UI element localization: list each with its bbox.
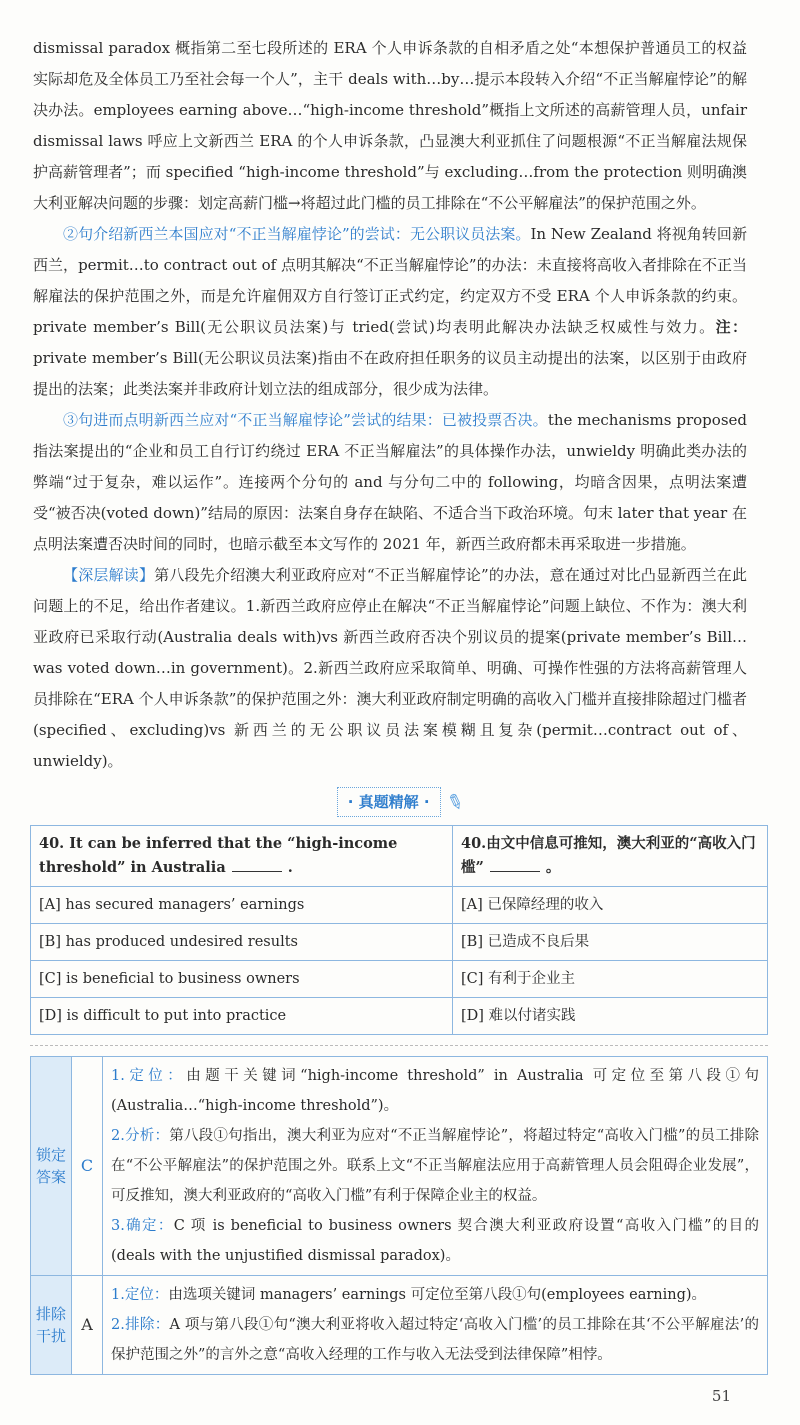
pen-icon: ✎ (442, 787, 467, 817)
option-row (31, 924, 768, 961)
page-number: 51 (711, 1387, 731, 1405)
paragraph-3 (33, 405, 747, 560)
distractor-letter: A (72, 1276, 103, 1375)
answer-label: 锁定答案 (31, 1057, 72, 1276)
sentence3-body: the mechanisms proposed 指法案提出的“企业和员工自行订约绕过 ERA 不正当解雇法”的具体操作办法，unwieldy 明确此类办法的弊端“过于复杂，难以运作”。连接两个分句的 and 与分句二中的 following，均暗含因果，点明法案遭受“被否决(voted down)”结局的原因：法案自身存在缺陷、不适合当下政治环境。句末 later that year 在点明法案遭否决时间的同时，也暗示截至本文写作的 2021 年，新西兰政府都未再采取进一步措施。 (33, 411, 747, 553)
option-c-zh: [C] 有利于企业主 (453, 961, 768, 998)
note-body: private member’s Bill(无公职议员法案)指由不在政府担任职务的议员主动提出的法案，以区别于由政府提出的法案；此类法案并非政府计划立法的组成部分，很少成为法律。 (33, 349, 747, 398)
sentence3-lead: ③句进而点明新西兰应对“不正当解雇悖论”尝试的结果：已被投票否决。 (63, 411, 548, 429)
note-label: 注： (715, 318, 747, 336)
option-d-en: [D] is difficult to put into practice (31, 998, 453, 1035)
answer-letter: C (72, 1057, 103, 1276)
option-d-zh: [D] 难以付诸实践 (453, 998, 768, 1035)
distractor-explanation: 1.定位：由选项关键词 managers’ earnings 可定位至第八段①句(employees earning)。 2.排除：A 项与第八段①句“澳大利亚将收入超过特定‘高收入门槛’的员工排除在其‘不公平解雇法’的保护范围之外”的言外之意“高收入经理的工作与收入无法受到法律保障”相悖。 (103, 1276, 768, 1375)
option-row (31, 998, 768, 1035)
option-b-zh: [B] 已造成不良后果 (453, 924, 768, 961)
section-title-row (33, 787, 767, 817)
divider (30, 1045, 768, 1046)
question-stem-row (31, 826, 768, 887)
answer-table (30, 1056, 768, 1375)
sentence2-lead: ②句介绍新西兰本国应对“不正当解雇悖论”的尝试：无公职议员法案。 (63, 225, 531, 243)
option-row (31, 961, 768, 998)
option-row (31, 887, 768, 924)
answer-row (31, 1057, 768, 1276)
analysis-text (33, 33, 747, 777)
question-stem-zh: 40.由文中信息可推知，澳大利亚的“高收入门槛” 。 (453, 826, 768, 887)
option-c-en: [C] is beneficial to business owners (31, 961, 453, 998)
option-a-en: [A] has secured managers’ earnings (31, 887, 453, 924)
distractor-label: 排除干扰 (31, 1276, 72, 1375)
sentence2-body: In New Zealand 将视角转回新西兰，permit…to contract out of 点明其解决“不正当解雇悖论”的办法：未直接将高收入者排除在不正当解雇法的保护范围之外，而是允许雇佣双方自行签订正式约定，约定双方不受 ERA 个人申诉条款的约束。private member’s Bill(无公职议员法案)与 tried(尝试)均表明此解决办法缺乏权威性与效力。 (33, 225, 747, 336)
paragraph-2 (33, 219, 747, 405)
option-b-en: [B] has produced undesired results (31, 924, 453, 961)
deep-reading-label: 【深层解读】 (63, 566, 155, 584)
answer-explanation: 1.定位：由题干关键词“high-income threshold” in Australia 可定位至第八段①句(Australia…“high-income threshold”)。 2.分析：第八段①句指出，澳大利亚为应对“不正当解雇悖论”，将超过特定“高收入门槛”的员工排除在“不公平解雇法”的保护范围之外。联系上文“不正当解雇法应用于高薪管理人员会阻碍企业发展”，可反推知，澳大利亚政府的“高收入门槛”有利于保障企业主的权益。 3.确定：C 项 is beneficial to business owners 契合澳大利亚政府设置“高收入门槛”的目的(deals with the unjustified dismissal paradox)。 (103, 1057, 768, 1276)
option-a-zh: [A] 已保障经理的收入 (453, 887, 768, 924)
distractor-row (31, 1276, 768, 1375)
question-stem-en: 40. It can be inferred that the “high-income threshold” in Australia . (31, 826, 453, 887)
paragraph-deep (33, 560, 747, 777)
section-title: · 真题精解 · (337, 787, 441, 817)
deep-reading-body: 第八段先介绍澳大利亚政府应对“不正当解雇悖论”的办法，意在通过对比凸显新西兰在此问题上的不足，给出作者建议。1.新西兰政府应停止在解决“不正当解雇悖论”问题上缺位、不作为：澳大利亚政府已采取行动(Australia deals with)vs 新西兰政府否决个别议员的提案(private member’s Bill…was voted down…in government)。2.新西兰政府应采取简单、明确、可操作性强的方法将高薪管理人员排除在“ERA 个人申诉条款”的保护范围之外：澳大利亚政府制定明确的高收入门槛并直接排除超过门槛者(specified、excluding)vs 新西兰的无公职议员法案模糊且复杂(permit…contract out of、unwieldy)。 (33, 566, 747, 770)
paragraph-1: dismissal paradox 概指第二至七段所述的 ERA 个人申诉条款的自相矛盾之处“本想保护普通员工的权益实际却危及全体员工乃至社会每一个人”，主干 deals with…by…提示本段转入介绍“不正当解雇悖论”的解决办法。employees earning above…“high-income threshold”概指上文所述的高薪管理人员，unfair dismissal laws 呼应上文新西兰 ERA 的个人申诉条款，凸显澳大利亚抓住了问题根源“不正当解雇法规保护高薪管理者”；而 specified “high-income threshold”与 excluding…from the protection 则明确澳大利亚解决问题的步骤：划定高薪门槛→将超过此门槛的员工排除在“不公平解雇法”的保护范围之外。 (33, 39, 747, 212)
question-table (30, 825, 768, 1035)
